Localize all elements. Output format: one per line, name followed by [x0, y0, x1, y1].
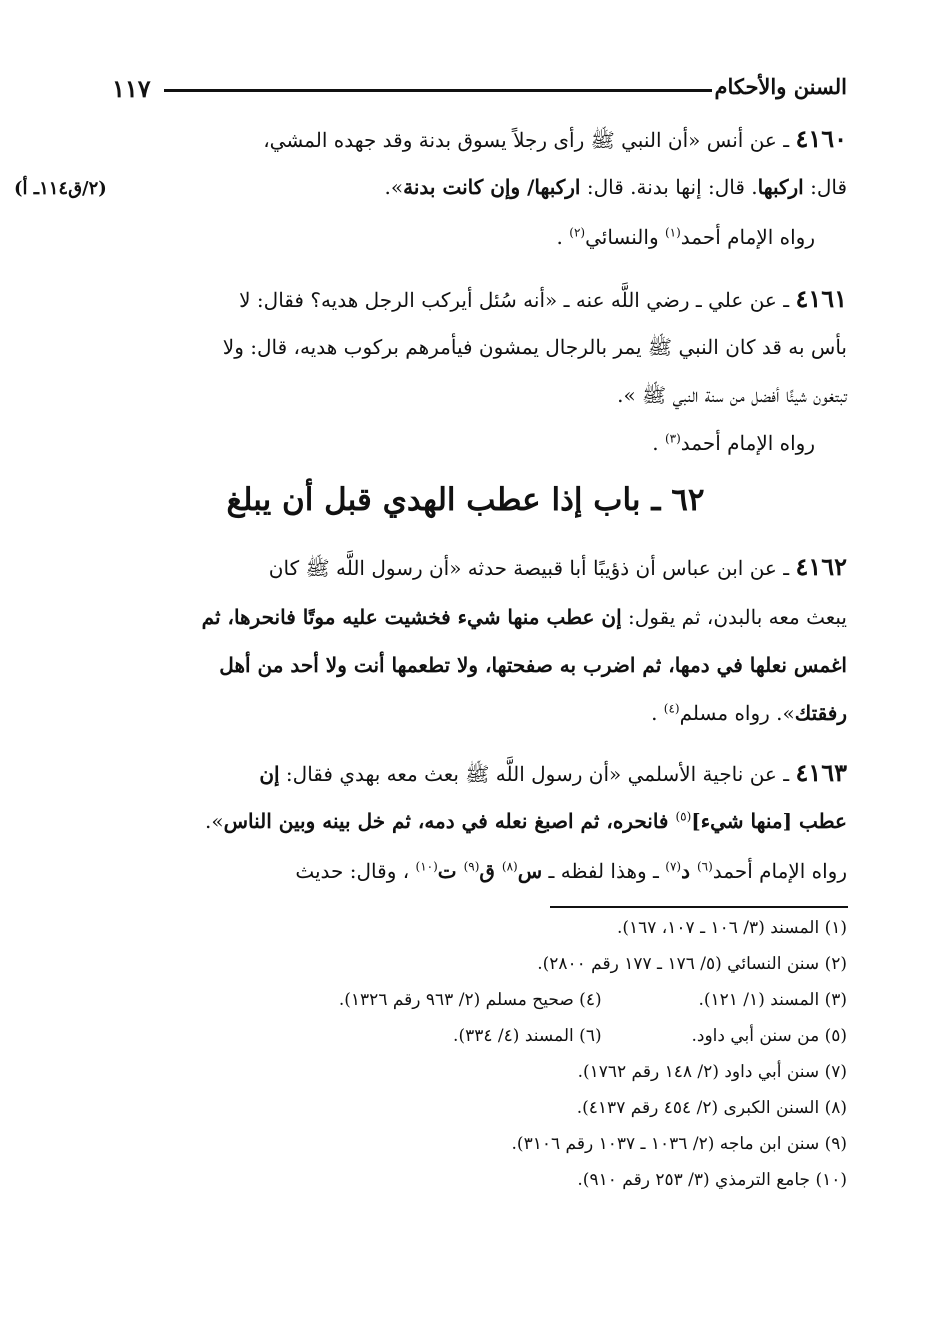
hadith-text: ـ عن علي ـ رضي اللَّه عنه ـ «أنه سُئل أيركب الرجل هديه؟ فقال: لا — [239, 288, 790, 312]
hadith-number: ٤١٦١ — [795, 284, 847, 313]
footnote-marker[interactable]: (٤) — [663, 701, 680, 716]
footnote-marker[interactable]: (٣) — [664, 431, 681, 446]
footnote-marker[interactable]: (٧) — [665, 859, 682, 874]
hadith-text: قال: — [803, 175, 847, 199]
footnote-2: (٢) سنن النسائي (٥/ ١٧٦ ـ ١٧٧ رقم ٢٨٠٠). — [537, 954, 847, 974]
footnote-row-5-6 — [87, 1022, 847, 1050]
footnote-10: (١٠) جامع الترمذي (٣/ ٢٥٣ رقم ٩١٠). — [577, 1170, 847, 1190]
hadith-text-bold: عطب [منها شيء] — [691, 809, 847, 833]
hadith-4162-line-4 — [117, 696, 847, 730]
chapter-heading: ٦٢ ـ باب إذا عطب الهدي قبل أن يبلغ — [226, 482, 705, 518]
footnote-marker[interactable]: (١٠) — [415, 859, 438, 874]
riwaya-text: د — [681, 859, 697, 883]
hadith-4161-line-2: بأس به قد كان النبي ﷺ يمر بالرجال يمشون فيأمرهم بركوب هديه، قال: ولا — [222, 335, 847, 359]
footnote-marker[interactable]: (٨) — [501, 859, 518, 874]
footnote-row-3-4 — [87, 986, 847, 1014]
riwaya-text: ق — [479, 859, 502, 883]
hadith-4161-riwaya — [85, 426, 815, 460]
hadith-text-bold: رفقتك — [794, 701, 847, 725]
hadith-text-bold: إن — [259, 762, 280, 786]
riwaya-text: رواه الإمام أحمد — [712, 859, 847, 883]
footnote-marker[interactable]: (٢) — [569, 225, 586, 240]
footnote-4: (٤) صحيح مسلم (٢/ ٩٦٣ رقم ١٣٢٦). — [338, 990, 602, 1010]
hadith-4162-line-2 — [117, 600, 847, 634]
hadith-text: ـ عن أنس «أن النبي ﷺ رأى رجلاً يسوق بدنة وقد جهده المشي، — [263, 128, 790, 152]
riwaya-text: ت — [437, 859, 464, 883]
header-rule — [164, 89, 712, 92]
hadith-text: يبعث معه بالبدن، ثم يقول: — [621, 605, 847, 629]
footnote-marker[interactable]: (٦) — [696, 859, 713, 874]
riwaya-text: . — [652, 431, 665, 455]
hadith-text-bold: فانحره، ثم اصبغ نعله في دمه، ثم خل بينه وبين الناس — [223, 809, 676, 833]
footnote-marker[interactable]: (١) — [664, 225, 681, 240]
riwaya-text: رواه الإمام أحمد — [680, 431, 815, 455]
hadith-4162-line-1 — [117, 550, 847, 585]
riwaya-text: ، وقال: حديث — [295, 859, 416, 883]
footnote-7: (٧) سنن أبي داود (٢/ ١٤٨ رقم ١٧٦٢). — [577, 1062, 847, 1082]
running-header-title: السنن والأحكام — [714, 74, 847, 99]
hadith-text: ـ عن ابن عباس أن ذؤيبًا أبا قبيصة حدثه «أن رسول اللَّه ﷺ كان — [268, 556, 790, 580]
hadith-text: ـ عن ناجية الأسلمي «أن رسول اللَّه ﷺ بعث معه بهدي فقال: — [279, 762, 790, 786]
footnote-9: (٩) سنن ابن ماجه (٢/ ١٠٣٦ ـ ١٠٣٧ رقم ٣١٠٦). — [511, 1134, 847, 1154]
hadith-text: ». رواه مسلم — [679, 701, 795, 725]
hadith-text: ». — [384, 175, 404, 199]
hadith-number: ٤١٦٠ — [795, 124, 847, 153]
footnote-separator — [550, 906, 848, 908]
footnote-marker[interactable]: (٩) — [463, 859, 480, 874]
footnote-6: (٦) المسند (٤/ ٣٣٤). — [453, 1026, 602, 1046]
hadith-4161-line-3: تبتغون شيئًا أفضل من سنة النبي ﷺ ». — [617, 383, 847, 407]
hadith-4160-line-2 — [117, 170, 847, 204]
hadith-text-bold: اركبها — [757, 175, 804, 199]
footnote-3: (٣) المسند (١/ ١٢١). — [698, 990, 847, 1010]
riwaya-text: س — [517, 859, 543, 883]
hadith-4162-line-3: اغمس نعلها في دمها، ثم اضرب به صفحتها، ولا تطعمها أنت ولا أحد من أهل — [219, 653, 847, 677]
hadith-text: ». — [205, 809, 224, 833]
hadith-text-bold: اركبها/ وإن كانت بدنة — [403, 175, 581, 199]
hadith-number: ٤١٦٣ — [795, 758, 847, 787]
hadith-4161-line-1 — [117, 282, 847, 317]
hadith-text-bold: إن عطب منها شيء فخشيت عليه موتًا فانحرها، ثم — [201, 605, 622, 629]
riwaya-text: والنسائي — [585, 225, 665, 249]
footnote-marker[interactable]: (٥) — [675, 809, 692, 824]
hadith-number: ٤١٦٢ — [795, 552, 847, 581]
hadith-4160-line-1 — [117, 122, 847, 157]
footnote-8: (٨) السنن الكبرى (٢/ ٤٥٤ رقم ٤١٣٧). — [576, 1098, 847, 1118]
hadith-4163-line-2 — [117, 804, 847, 838]
hadith-4163-line-1 — [117, 756, 847, 791]
riwaya-text: . — [556, 225, 570, 249]
riwaya-text: ـ وهذا لفظه ـ — [542, 859, 666, 883]
hadith-4160-riwaya — [85, 220, 815, 254]
riwaya-text: رواه الإمام أحمد — [680, 225, 815, 249]
footnote-1: (١) المسند (٣/ ١٠٦ ـ ١٠٧، ١٦٧). — [616, 918, 847, 938]
footnote-5: (٥) من سنن أبي داود. — [691, 1026, 847, 1046]
hadith-text: . — [651, 701, 664, 725]
manuscript-margin-ref: (٢/ق١١٤ـ أ) — [14, 178, 107, 199]
page-number: ١١٧ — [112, 74, 151, 103]
hadith-4163-riwaya — [117, 854, 847, 888]
hadith-text: . قال: إنها بدنة. قال: — [580, 175, 758, 199]
